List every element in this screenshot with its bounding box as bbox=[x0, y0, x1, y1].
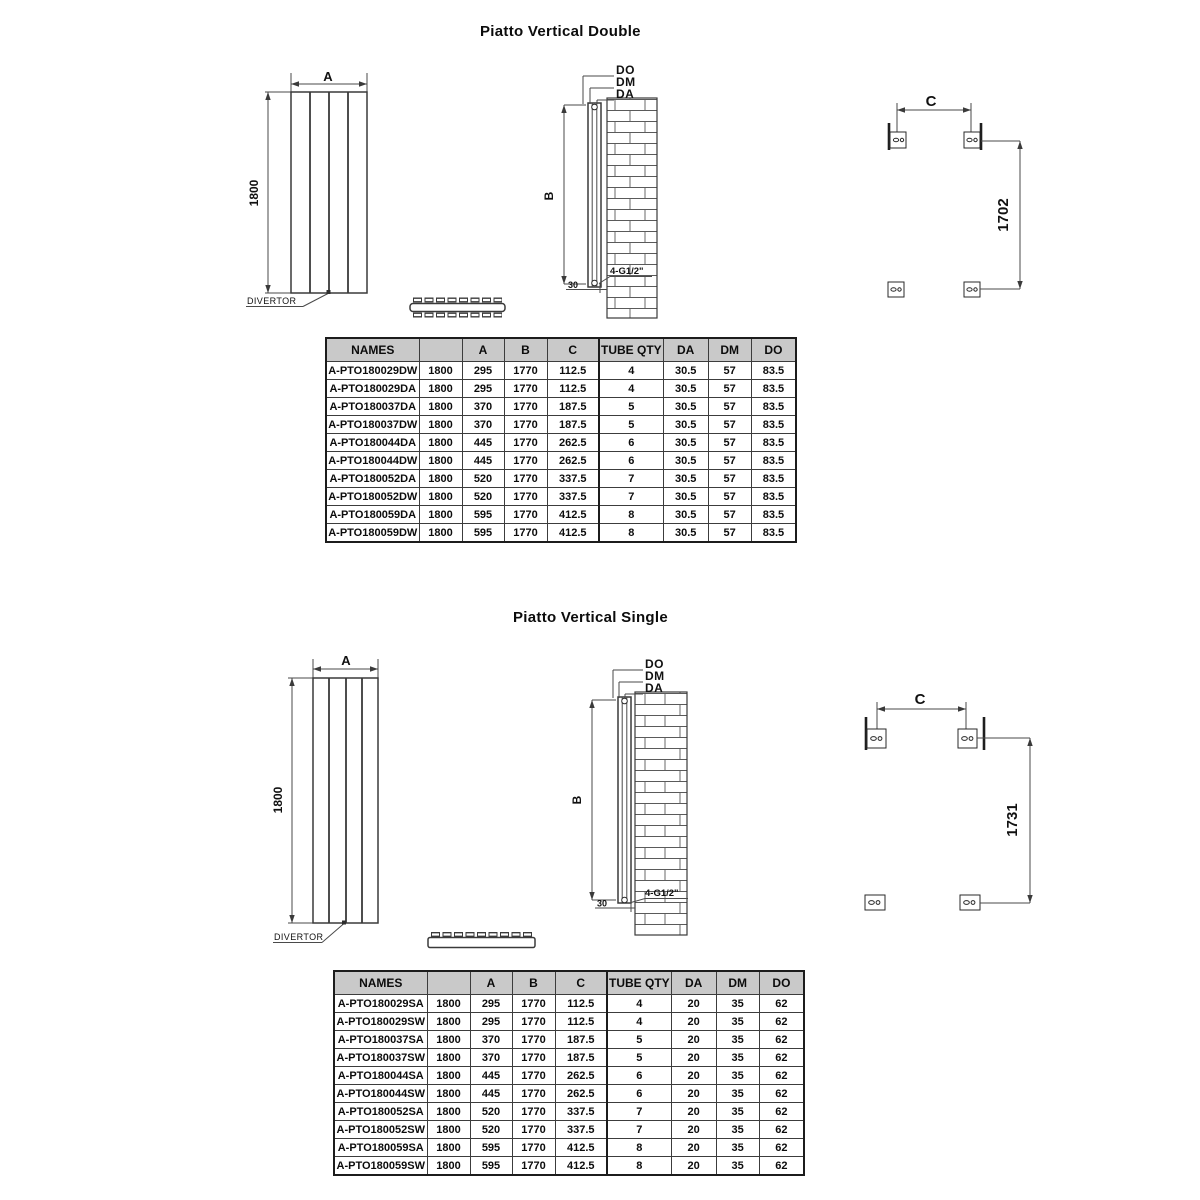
table-cell: 35 bbox=[716, 1085, 759, 1103]
table-row bbox=[334, 995, 804, 1013]
header-cell: NAMES bbox=[334, 971, 427, 995]
table-row bbox=[326, 452, 796, 470]
table-cell: 6 bbox=[607, 1085, 671, 1103]
header-cell: TUBE QTY bbox=[599, 338, 663, 362]
double-bracket-layout bbox=[888, 93, 1020, 297]
divertor-marker bbox=[327, 290, 331, 294]
table-cell: 1770 bbox=[512, 1031, 555, 1049]
single-front-view bbox=[271, 653, 378, 943]
table-cell: 83.5 bbox=[751, 506, 796, 524]
table-cell: 1800 bbox=[419, 470, 462, 488]
table-row bbox=[326, 380, 796, 398]
table-cell: A-PTO180059SA bbox=[334, 1139, 427, 1157]
connection-label: 4-G1/2" bbox=[645, 888, 679, 899]
table-cell: 1770 bbox=[512, 995, 555, 1013]
table-cell: 295 bbox=[470, 1013, 512, 1031]
table-cell: 57 bbox=[708, 380, 751, 398]
top-valve bbox=[592, 104, 598, 110]
table-row bbox=[334, 1067, 804, 1085]
table-cell: 520 bbox=[462, 488, 504, 506]
table-cell: 20 bbox=[671, 1103, 716, 1121]
table-cell: A-PTO180029SA bbox=[334, 995, 427, 1013]
header-cell: C bbox=[547, 338, 599, 362]
dim-label-1702: 1702 bbox=[995, 198, 1012, 232]
table-cell: 187.5 bbox=[555, 1031, 607, 1049]
single-spec-table bbox=[333, 970, 805, 1176]
table-cell: 262.5 bbox=[555, 1067, 607, 1085]
table-cell: 8 bbox=[599, 506, 663, 524]
table-cell: 62 bbox=[759, 1067, 804, 1085]
table-cell: 1800 bbox=[427, 1139, 470, 1157]
table-cell: 1800 bbox=[419, 380, 462, 398]
dim-label-1800: 1800 bbox=[247, 179, 261, 207]
table-cell: 20 bbox=[671, 1067, 716, 1085]
table-cell: 1800 bbox=[419, 506, 462, 524]
table-cell: A-PTO180037DW bbox=[326, 416, 419, 434]
table-cell: 83.5 bbox=[751, 488, 796, 506]
table-cell: 1800 bbox=[419, 452, 462, 470]
section-title-double: Piatto Vertical Double bbox=[480, 23, 641, 40]
table-cell: 20 bbox=[671, 1085, 716, 1103]
table-cell: 1770 bbox=[504, 452, 547, 470]
table-row bbox=[334, 1013, 804, 1031]
table-cell: 83.5 bbox=[751, 398, 796, 416]
table-cell: A-PTO180044DA bbox=[326, 434, 419, 452]
table-cell: 83.5 bbox=[751, 416, 796, 434]
dim-label-da: DA bbox=[645, 681, 664, 695]
table-cell: 295 bbox=[470, 995, 512, 1013]
table-cell: 370 bbox=[470, 1031, 512, 1049]
table-cell: 35 bbox=[716, 1157, 759, 1176]
table-cell: 83.5 bbox=[751, 452, 796, 470]
table-cell: 1770 bbox=[512, 1121, 555, 1139]
table-cell: 35 bbox=[716, 1139, 759, 1157]
table-cell: A-PTO180037DA bbox=[326, 398, 419, 416]
table-cell: 62 bbox=[759, 1013, 804, 1031]
bottom-valve bbox=[622, 897, 628, 903]
table-cell: A-PTO180052DW bbox=[326, 488, 419, 506]
table-cell: 370 bbox=[462, 398, 504, 416]
dim-label-dm: DM bbox=[645, 669, 665, 683]
header-cell: A bbox=[470, 971, 512, 995]
table-cell: 57 bbox=[708, 470, 751, 488]
table-cell: 20 bbox=[671, 1157, 716, 1176]
table-cell: 412.5 bbox=[555, 1139, 607, 1157]
header-row bbox=[334, 971, 804, 995]
header-cell bbox=[419, 338, 462, 362]
table-cell: 520 bbox=[470, 1103, 512, 1121]
table-cell: 187.5 bbox=[547, 416, 599, 434]
table-cell: 1800 bbox=[419, 398, 462, 416]
table-cell: 295 bbox=[462, 362, 504, 380]
radiator-top-double bbox=[410, 304, 505, 312]
radiator-side-single bbox=[618, 697, 631, 903]
dim-label-da: DA bbox=[616, 87, 635, 101]
table-cell: 83.5 bbox=[751, 362, 796, 380]
radiator-side-double bbox=[588, 103, 601, 287]
table-cell: 337.5 bbox=[555, 1121, 607, 1139]
table-cell: 6 bbox=[599, 434, 663, 452]
dim-label-c: C bbox=[925, 93, 937, 110]
table-cell: 187.5 bbox=[547, 398, 599, 416]
table-cell: 1770 bbox=[512, 1013, 555, 1031]
table-cell: 57 bbox=[708, 362, 751, 380]
table-cell: 1800 bbox=[427, 1031, 470, 1049]
header-cell: A bbox=[462, 338, 504, 362]
single-top-view bbox=[428, 935, 535, 948]
table-cell: 30.5 bbox=[663, 416, 708, 434]
table-cell: 595 bbox=[462, 524, 504, 543]
table-cell: A-PTO180059DA bbox=[326, 506, 419, 524]
table-cell: 57 bbox=[708, 524, 751, 543]
top-valve bbox=[622, 698, 628, 704]
table-cell: 1800 bbox=[427, 1103, 470, 1121]
table-cell: 1770 bbox=[512, 1085, 555, 1103]
table-cell: 5 bbox=[607, 1031, 671, 1049]
header-cell: DA bbox=[671, 971, 716, 995]
double-top-view bbox=[410, 300, 505, 315]
table-cell: 62 bbox=[759, 1157, 804, 1176]
bracket-bottom-right bbox=[960, 895, 980, 910]
table-cell: 4 bbox=[599, 380, 663, 398]
table-cell: 30.5 bbox=[663, 524, 708, 543]
double-spec-table bbox=[325, 337, 797, 543]
table-cell: 6 bbox=[607, 1067, 671, 1085]
table-cell: 7 bbox=[607, 1121, 671, 1139]
table-cell: 35 bbox=[716, 1013, 759, 1031]
table-cell: 20 bbox=[671, 1139, 716, 1157]
header-cell: DO bbox=[751, 338, 796, 362]
table-cell: 83.5 bbox=[751, 380, 796, 398]
table-cell: 35 bbox=[716, 1067, 759, 1085]
table-row bbox=[326, 524, 796, 543]
table-cell: 62 bbox=[759, 1049, 804, 1067]
table-cell: 35 bbox=[716, 1049, 759, 1067]
table-cell: 20 bbox=[671, 1013, 716, 1031]
table-cell: 112.5 bbox=[555, 1013, 607, 1031]
table-cell: A-PTO180052SW bbox=[334, 1121, 427, 1139]
table-cell: A-PTO180052DA bbox=[326, 470, 419, 488]
table-cell: 4 bbox=[607, 995, 671, 1013]
table-cell: 1770 bbox=[504, 362, 547, 380]
table-cell: 35 bbox=[716, 995, 759, 1013]
header-cell: TUBE QTY bbox=[607, 971, 671, 995]
table-cell: 5 bbox=[599, 398, 663, 416]
table-cell: 1770 bbox=[512, 1067, 555, 1085]
table-cell: 8 bbox=[607, 1157, 671, 1176]
table-row bbox=[334, 1085, 804, 1103]
dim-label-c: C bbox=[914, 691, 926, 708]
table-cell: A-PTO180037SW bbox=[334, 1049, 427, 1067]
table-cell: 30.5 bbox=[663, 434, 708, 452]
table-cell: 1770 bbox=[504, 434, 547, 452]
table-cell: 30.5 bbox=[663, 506, 708, 524]
table-cell: 8 bbox=[607, 1139, 671, 1157]
header-cell bbox=[427, 971, 470, 995]
table-cell: 1770 bbox=[504, 524, 547, 543]
header-row bbox=[326, 338, 796, 362]
table-cell: 62 bbox=[759, 1121, 804, 1139]
table-cell: 62 bbox=[759, 995, 804, 1013]
table-cell: 1770 bbox=[512, 1049, 555, 1067]
table-row bbox=[326, 470, 796, 488]
table-cell: A-PTO180029DW bbox=[326, 362, 419, 380]
wall-gap-label: 30 bbox=[568, 280, 579, 290]
dim-label-a: A bbox=[323, 69, 333, 84]
wall-section bbox=[607, 98, 657, 318]
table-row bbox=[326, 362, 796, 380]
table-cell: 1770 bbox=[504, 380, 547, 398]
dim-label-b: B bbox=[542, 191, 556, 201]
dim-label-1800: 1800 bbox=[271, 786, 285, 814]
dim-label-1731: 1731 bbox=[1004, 803, 1021, 837]
table-cell: 35 bbox=[716, 1121, 759, 1139]
table-cell: 57 bbox=[708, 506, 751, 524]
table-cell: 1770 bbox=[504, 416, 547, 434]
dim-label-dm: DM bbox=[616, 75, 636, 89]
table-cell: 262.5 bbox=[547, 434, 599, 452]
header-cell: DA bbox=[663, 338, 708, 362]
table-row bbox=[334, 1049, 804, 1067]
table-cell: A-PTO180044SA bbox=[334, 1067, 427, 1085]
bracket-bottom-left bbox=[865, 895, 885, 910]
header-cell: DM bbox=[716, 971, 759, 995]
dim-label-do: DO bbox=[616, 63, 635, 77]
double-front-view bbox=[246, 69, 367, 307]
table-cell: 1800 bbox=[419, 434, 462, 452]
table-cell: 1770 bbox=[512, 1103, 555, 1121]
table-cell: 7 bbox=[599, 470, 663, 488]
divertor-label: DIVERTOR bbox=[247, 296, 297, 306]
table-cell: 595 bbox=[462, 506, 504, 524]
divertor-marker bbox=[342, 921, 346, 925]
table-cell: 412.5 bbox=[547, 506, 599, 524]
table-cell: 445 bbox=[462, 434, 504, 452]
table-cell: A-PTO180037SA bbox=[334, 1031, 427, 1049]
table-cell: 57 bbox=[708, 434, 751, 452]
table-cell: 20 bbox=[671, 1049, 716, 1067]
table-cell: A-PTO180059SW bbox=[334, 1157, 427, 1176]
table-cell: 112.5 bbox=[555, 995, 607, 1013]
table-cell: 30.5 bbox=[663, 380, 708, 398]
table-cell: 370 bbox=[462, 416, 504, 434]
table-cell: 4 bbox=[607, 1013, 671, 1031]
header-cell: NAMES bbox=[326, 338, 419, 362]
table-cell: A-PTO180044SW bbox=[334, 1085, 427, 1103]
table-row bbox=[334, 1121, 804, 1139]
table-cell: 57 bbox=[708, 416, 751, 434]
table-cell: 1800 bbox=[427, 995, 470, 1013]
table-row bbox=[334, 1031, 804, 1049]
table-cell: 30.5 bbox=[663, 362, 708, 380]
single-side-view bbox=[570, 657, 688, 935]
table-row bbox=[326, 434, 796, 452]
table-row bbox=[334, 1103, 804, 1121]
table-cell: 1800 bbox=[427, 1121, 470, 1139]
table-cell: 1800 bbox=[419, 524, 462, 543]
dim-label-do: DO bbox=[645, 657, 664, 671]
connection-label: 4-G1/2" bbox=[610, 266, 644, 277]
table-cell: 112.5 bbox=[547, 380, 599, 398]
wall-gap-label: 30 bbox=[597, 898, 608, 909]
table-cell: 262.5 bbox=[555, 1085, 607, 1103]
table-cell: 62 bbox=[759, 1031, 804, 1049]
divertor-label: DIVERTOR bbox=[274, 932, 324, 942]
table-cell: 4 bbox=[599, 362, 663, 380]
table-cell: 62 bbox=[759, 1085, 804, 1103]
header-cell: DO bbox=[759, 971, 804, 995]
table-cell: 412.5 bbox=[555, 1157, 607, 1176]
table-cell: A-PTO180029SW bbox=[334, 1013, 427, 1031]
table-cell: 445 bbox=[462, 452, 504, 470]
header-cell: B bbox=[512, 971, 555, 995]
dim-label-a: A bbox=[341, 653, 351, 668]
table-cell: 1770 bbox=[504, 398, 547, 416]
double-side-view bbox=[542, 63, 657, 318]
table-cell: 1800 bbox=[427, 1013, 470, 1031]
table-cell: 83.5 bbox=[751, 434, 796, 452]
table-row bbox=[326, 488, 796, 506]
table-row bbox=[334, 1139, 804, 1157]
table-cell: 1800 bbox=[419, 362, 462, 380]
table-cell: 337.5 bbox=[555, 1103, 607, 1121]
table-cell: 57 bbox=[708, 488, 751, 506]
table-cell: 370 bbox=[470, 1049, 512, 1067]
table-cell: 112.5 bbox=[547, 362, 599, 380]
table-cell: 1800 bbox=[427, 1157, 470, 1176]
table-cell: 83.5 bbox=[751, 470, 796, 488]
single-bracket-layout bbox=[865, 691, 1030, 910]
table-cell: 1800 bbox=[419, 416, 462, 434]
table-cell: 57 bbox=[708, 452, 751, 470]
table-cell: 1770 bbox=[512, 1139, 555, 1157]
header-cell: C bbox=[555, 971, 607, 995]
table-cell: 83.5 bbox=[751, 524, 796, 543]
table-cell: 445 bbox=[470, 1085, 512, 1103]
table-cell: 6 bbox=[599, 452, 663, 470]
table-cell: 30.5 bbox=[663, 488, 708, 506]
table-cell: 20 bbox=[671, 1121, 716, 1139]
table-cell: 20 bbox=[671, 995, 716, 1013]
dim-label-b: B bbox=[570, 795, 584, 805]
table-cell: 295 bbox=[462, 380, 504, 398]
table-cell: 62 bbox=[759, 1139, 804, 1157]
table-cell: 7 bbox=[599, 488, 663, 506]
table-row bbox=[326, 506, 796, 524]
table-cell: 8 bbox=[599, 524, 663, 543]
table-cell: 520 bbox=[470, 1121, 512, 1139]
table-cell: 35 bbox=[716, 1031, 759, 1049]
table-cell: 35 bbox=[716, 1103, 759, 1121]
table-cell: 30.5 bbox=[663, 470, 708, 488]
table-cell: 5 bbox=[607, 1049, 671, 1067]
table-cell: 1770 bbox=[504, 488, 547, 506]
section-title-single: Piatto Vertical Single bbox=[513, 609, 668, 626]
table-cell: 412.5 bbox=[547, 524, 599, 543]
table-row bbox=[326, 416, 796, 434]
table-cell: 20 bbox=[671, 1031, 716, 1049]
table-cell: A-PTO180029DA bbox=[326, 380, 419, 398]
table-cell: A-PTO180044DW bbox=[326, 452, 419, 470]
table-cell: 57 bbox=[708, 398, 751, 416]
table-cell: 1800 bbox=[419, 488, 462, 506]
table-row bbox=[334, 1157, 804, 1176]
header-cell: DM bbox=[708, 338, 751, 362]
table-cell: 62 bbox=[759, 1103, 804, 1121]
table-cell: 1770 bbox=[504, 470, 547, 488]
table-cell: 595 bbox=[470, 1139, 512, 1157]
radiator-top-single bbox=[428, 938, 535, 948]
table-cell: 1770 bbox=[512, 1157, 555, 1176]
table-cell: A-PTO180052SA bbox=[334, 1103, 427, 1121]
table-cell: 520 bbox=[462, 470, 504, 488]
table-cell: 30.5 bbox=[663, 452, 708, 470]
table-cell: 1800 bbox=[427, 1067, 470, 1085]
header-cell: B bbox=[504, 338, 547, 362]
table-cell: 1770 bbox=[504, 506, 547, 524]
table-cell: 30.5 bbox=[663, 398, 708, 416]
table-cell: A-PTO180059DW bbox=[326, 524, 419, 543]
table-cell: 595 bbox=[470, 1157, 512, 1176]
table-cell: 5 bbox=[599, 416, 663, 434]
table-cell: 262.5 bbox=[547, 452, 599, 470]
table-cell: 337.5 bbox=[547, 488, 599, 506]
bottom-valve bbox=[592, 280, 598, 286]
table-cell: 337.5 bbox=[547, 470, 599, 488]
table-cell: 1800 bbox=[427, 1085, 470, 1103]
table-cell: 1800 bbox=[427, 1049, 470, 1067]
table-cell: 445 bbox=[470, 1067, 512, 1085]
table-cell: 187.5 bbox=[555, 1049, 607, 1067]
table-cell: 7 bbox=[607, 1103, 671, 1121]
table-row bbox=[326, 398, 796, 416]
